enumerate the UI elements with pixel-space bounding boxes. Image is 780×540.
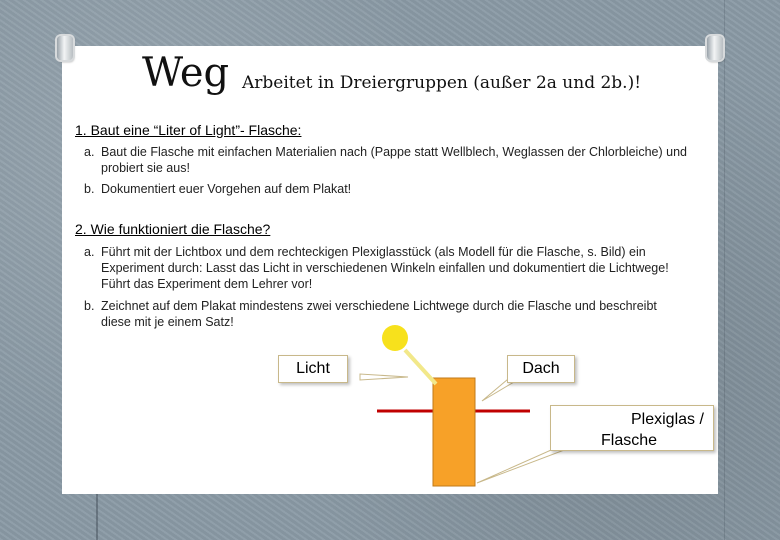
light-callout-pointer	[360, 374, 408, 380]
bottle-block	[433, 378, 475, 486]
roof-label-text: Dach	[522, 360, 560, 377]
light-ray	[405, 350, 436, 384]
slide-title: Weg	[142, 50, 230, 96]
item-letter: a.	[84, 245, 95, 259]
item-text: Führt mit der Lichtbox und dem rechteckigen Plexiglasstück (als Modell für die Flasche, s. Bild) ein Experiment durch: Lasst das Licht in verschiedenen Winkeln einfallen und dokumentiert die Lichtwege! Führt das Experiment dem Lehrer vor!	[101, 245, 669, 291]
item-letter: b.	[84, 182, 95, 196]
light-label-text: Licht	[296, 360, 330, 377]
item-text: Baut die Flasche mit einfachen Materialien nach (Pappe statt Wellblech, Weglassen der Chlorbleiche) und probiert sie aus!	[101, 145, 687, 175]
plexiglas-label	[550, 405, 714, 451]
item-text: Zeichnet auf dem Plakat mindestens zwei verschiedene Lichtwege durch die Flasche und beschreibt diese mit je einem Satz!	[101, 299, 657, 329]
item-letter: b.	[84, 299, 95, 313]
section-2-heading: 2. Wie funktioniert die Flasche?	[75, 221, 271, 237]
item-text: Dokumentiert euer Vorgehen auf dem Plakat!	[101, 182, 352, 196]
sun-icon	[382, 325, 408, 351]
section-1-heading: 1. Baut eine “Liter of Light”- Flasche:	[75, 122, 302, 138]
slide-subtitle: Arbeitet in Dreiergruppen (außer 2a und 2b.)!	[242, 73, 642, 93]
plexiglas-label-line-2: Flasche	[601, 432, 658, 449]
light-label	[278, 355, 348, 383]
plexiglas-label-line-1: Plexiglas /	[631, 411, 704, 428]
item-letter: a.	[84, 145, 95, 159]
roof-label	[507, 355, 575, 383]
